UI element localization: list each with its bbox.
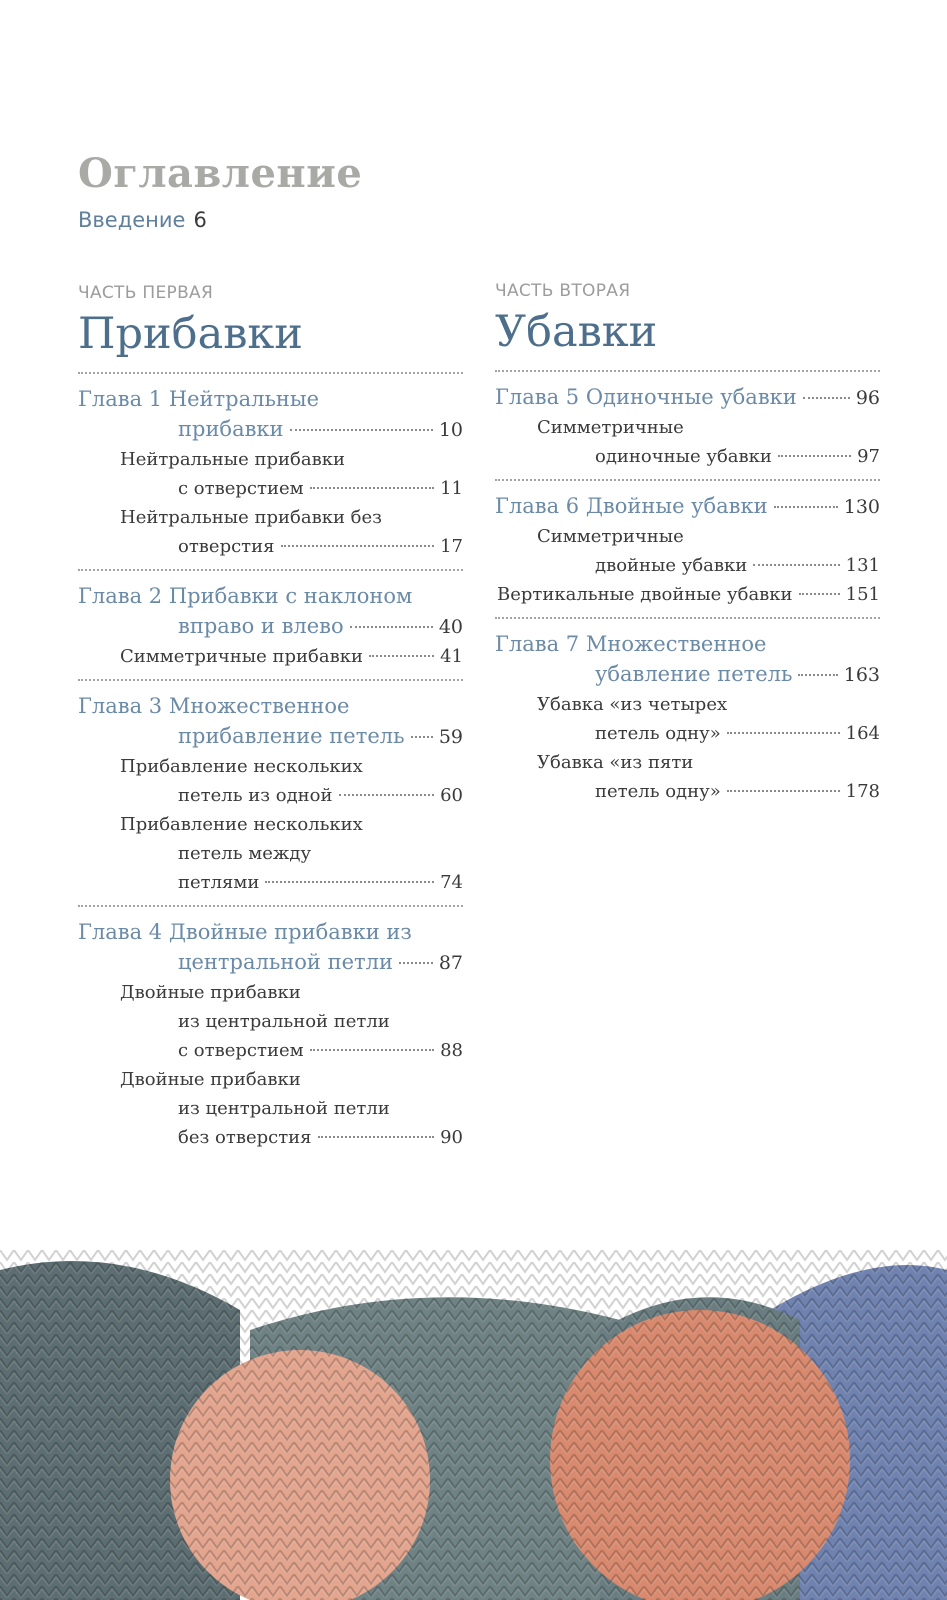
entry-text: отверстия	[178, 536, 275, 557]
chapter-entry[interactable]	[78, 384, 463, 445]
dot-leader	[803, 397, 850, 399]
entry-text: Вертикальные двойные убавки	[497, 584, 793, 605]
dot-leader	[310, 487, 434, 489]
subsection-entry[interactable]	[78, 978, 463, 1065]
toc-row	[537, 777, 880, 806]
chapter-title-line: Глава 4 Двойные прибавки из	[78, 920, 412, 944]
subsection-entry[interactable]	[78, 752, 463, 810]
page-number: 74	[440, 872, 463, 893]
section-divider	[78, 569, 463, 571]
toc-row	[120, 532, 463, 561]
intro-entry[interactable]	[78, 208, 207, 232]
subsection-line: Нейтральные прибавки без	[120, 507, 382, 528]
chapter-entry[interactable]	[78, 691, 463, 752]
chapter-entry[interactable]	[495, 491, 880, 522]
page-number: 163	[843, 664, 880, 686]
part-one-title: Прибавки	[78, 309, 303, 359]
toc-row	[537, 442, 880, 471]
dot-leader	[727, 790, 840, 792]
page-number: 40	[438, 616, 463, 638]
page-number: 88	[440, 1040, 463, 1061]
toc-row	[120, 781, 463, 810]
subsection-line: Симметричные	[537, 526, 684, 547]
knitted-swatch-image	[0, 1250, 947, 1600]
page-number: 164	[845, 723, 880, 744]
toc-row	[537, 719, 880, 748]
entry-text: центральной петли	[178, 950, 393, 974]
entry-text: вправо и влево	[178, 614, 344, 638]
subsection-entry[interactable]	[495, 748, 880, 806]
dot-leader	[369, 655, 434, 657]
subsection-line: Прибавление нескольких	[120, 814, 363, 835]
dot-leader	[290, 429, 433, 431]
subsection-line: Убавка «из пяти	[537, 752, 694, 773]
part-one-toc	[78, 372, 463, 1152]
toc-row	[78, 414, 463, 445]
dot-leader	[281, 545, 435, 547]
toc-row	[78, 947, 463, 978]
chapter-entry[interactable]	[495, 382, 880, 413]
page-number: 60	[440, 785, 463, 806]
dot-leader	[727, 732, 840, 734]
entry-text: с отверстием	[178, 1040, 304, 1061]
page-number: 151	[845, 584, 880, 605]
subsection-entry[interactable]	[495, 522, 880, 580]
section-divider	[495, 479, 880, 481]
subsection-line: Двойные прибавки	[120, 982, 301, 1003]
subsection-line: из центральной петли	[178, 1098, 390, 1119]
subsection-entry[interactable]	[78, 503, 463, 561]
toc-row	[497, 580, 880, 609]
subsection-line: Двойные прибавки	[120, 1069, 301, 1090]
intro-label: Введение	[78, 208, 186, 232]
dot-leader	[798, 674, 837, 676]
toc-row	[120, 868, 463, 897]
subsection-entry[interactable]	[495, 690, 880, 748]
entry-text: с отверстием	[178, 478, 304, 499]
toc-row	[120, 1036, 463, 1065]
entry-text: без отверстия	[178, 1127, 312, 1148]
subsection-line: Убавка «из четырех	[537, 694, 728, 715]
part-one-label: ЧАСТЬ ПЕРВАЯ	[78, 283, 214, 303]
subsection-line: Симметричные	[537, 417, 684, 438]
toc-row	[120, 1123, 463, 1152]
page-number: 10	[438, 419, 463, 441]
part-two-title: Убавки	[495, 307, 658, 357]
toc-row	[495, 491, 880, 522]
chapter-title-line: Глава 2 Прибавки с наклоном	[78, 584, 413, 608]
subsection-line: из центральной петли	[178, 1011, 390, 1032]
page-number: 17	[440, 536, 463, 557]
subsection-entry[interactable]	[495, 413, 880, 471]
entry-text: двойные убавки	[595, 555, 748, 576]
subsection-entry[interactable]	[78, 445, 463, 503]
page-number: 11	[440, 478, 463, 499]
entry-text: прибавки	[178, 417, 284, 441]
chapter-block	[78, 917, 463, 1152]
dot-leader	[399, 962, 433, 964]
toc-row	[120, 474, 463, 503]
subsection-entry[interactable]	[78, 642, 463, 671]
dot-leader	[339, 794, 435, 796]
toc-row	[120, 642, 463, 671]
page-title: Оглавление	[78, 150, 363, 197]
subsection-line: Нейтральные прибавки	[120, 449, 345, 470]
page-number: 131	[845, 555, 880, 576]
dot-leader	[318, 1136, 435, 1138]
chapter-title-line: Глава 3 Множественное	[78, 694, 350, 718]
part-two-toc	[495, 370, 880, 806]
toc-row	[495, 382, 880, 413]
page-number: 90	[440, 1127, 463, 1148]
section-divider	[78, 679, 463, 681]
dot-leader	[310, 1049, 434, 1051]
page-number: 59	[438, 726, 463, 748]
chapter-block	[78, 384, 463, 561]
entry-text: Симметричные прибавки	[120, 646, 363, 667]
entry-text: убавление петель	[595, 662, 793, 686]
chapter-block	[78, 691, 463, 897]
toc-row	[537, 551, 880, 580]
dot-leader	[265, 881, 434, 883]
section-divider	[78, 372, 463, 374]
section-divider	[78, 905, 463, 907]
chapter-block	[495, 491, 880, 609]
entry-text: петлями	[178, 872, 260, 893]
chapter-entry[interactable]	[78, 581, 463, 642]
page-number: 87	[438, 952, 463, 974]
dot-leader	[753, 564, 839, 566]
subsection-entry[interactable]	[495, 580, 880, 609]
subsection-line: петель между	[178, 843, 312, 864]
entry-text: петель одну»	[595, 723, 721, 744]
dot-leader	[774, 506, 838, 508]
part-one-column	[78, 282, 463, 1154]
dot-leader	[411, 736, 433, 738]
chapter-entry[interactable]	[495, 629, 880, 690]
part-two-column	[495, 280, 880, 808]
page-number: 97	[857, 446, 880, 467]
subsection-entry[interactable]	[78, 1065, 463, 1152]
chapter-block	[78, 581, 463, 671]
dot-leader	[350, 626, 433, 628]
page-number: 130	[843, 496, 880, 518]
chapter-title-line: Глава 7 Множественное	[495, 632, 767, 656]
entry-text: Глава 5 Одиночные убавки	[495, 385, 797, 409]
subsection-line: Прибавление нескольких	[120, 756, 363, 777]
chapter-block	[495, 629, 880, 806]
section-divider	[495, 617, 880, 619]
toc-row	[78, 721, 463, 752]
chapter-entry[interactable]	[78, 917, 463, 978]
subsection-entry[interactable]	[78, 810, 463, 897]
chapter-title-line: Глава 1 Нейтральные	[78, 387, 320, 411]
dot-leader	[799, 593, 840, 595]
entry-text: петель одну»	[595, 781, 721, 802]
toc-row	[78, 611, 463, 642]
toc-row	[495, 659, 880, 690]
entry-text: одиночные убавки	[595, 446, 772, 467]
entry-text: петель из одной	[178, 785, 333, 806]
chapter-block	[495, 382, 880, 471]
part-two-label: ЧАСТЬ ВТОРАЯ	[495, 281, 631, 301]
entry-text: прибавление петель	[178, 724, 405, 748]
entry-text: Глава 6 Двойные убавки	[495, 494, 768, 518]
intro-page: 6	[193, 208, 207, 232]
section-divider	[495, 370, 880, 372]
page-number: 178	[845, 781, 880, 802]
page-number: 96	[855, 387, 880, 409]
page-number: 41	[440, 646, 463, 667]
dot-leader	[778, 455, 851, 457]
